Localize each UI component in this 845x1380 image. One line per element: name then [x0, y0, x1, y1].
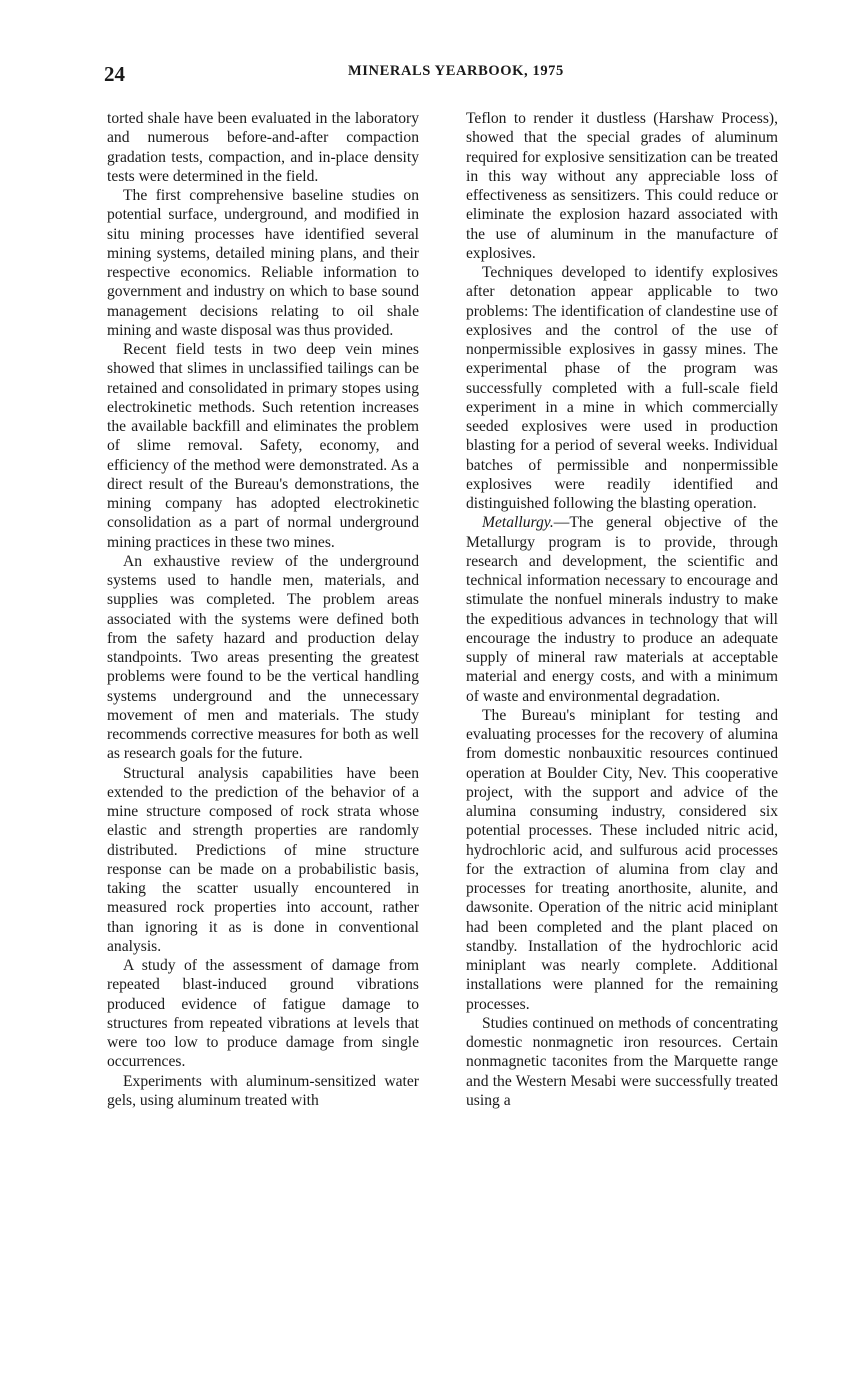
paragraph: Techniques developed to identify explosives after detonation appear applicable to two problems: The identification of clandestine use of explosives and the control of the use of nonpermissible explosives in gassy mines. The experimental phase of the program was successfully completed with a full-scale field experiment in a mine in which commercially seeded explosives were used in production blasting for a period of several weeks. Individual batches of permissible and nonpermissible explosives were readily identified and distinguished following the blasting operation.: [466, 264, 778, 512]
paragraph: An exhaustive review of the underground systems used to handle men, materials, and supplies was completed. The problem areas associated with the systems were defined both from the safety hazard and production delay standpoints. Two areas presenting the greatest problems were found to be the vertical handling systems underground and the unnecessary movement of men and materials. The study recommends corrective measures for both as well as research goals for the future.: [107, 552, 419, 763]
paragraph: The Bureau's miniplant for testing and evaluating processes for the recovery of alumina from domestic nonbauxitic resources continued operation at Boulder City, Nev. This cooperative project, with the support and advice of the alumina consuming industry, considered six potential processes. These included nitric acid, hydrochloric acid, and sulfurous acid processes for the extraction of alumina from clay and processes for treating anorthosite, alunite, and dawsonite. Operation of the nitric acid miniplant had been completed and the plant placed on standby. Installation of the hydrochloric acid miniplant was nearly complete. Additional installations were planned for the remaining processes.: [466, 706, 778, 1013]
paragraph: Recent field tests in two deep vein mines showed that slimes in unclassified tailings can be retained and consolidated in primary stopes using electrokinetic methods. Such retention increases the available backfill and eliminates the problem of slime removal. Safety, economy, and efficiency of the method were demonstrated. As a direct result of the Bureau's demonstrations, the mining company has adopted electrokinetic consolidation as a part of normal underground mining practices in these two mines.: [107, 341, 419, 551]
paragraph: Experiments with aluminum-sensitized water gels, using aluminum treated with: [107, 1072, 419, 1109]
right-column: [466, 109, 778, 1110]
page-number: 24: [104, 62, 125, 86]
paragraph-metallurgy: [466, 513, 778, 706]
paragraph: Teflon to render it dustless (Harshaw Process), showed that the special grades of aluminum required for explosive sensitization can be treated in this way without any appreciable loss of effectiveness as sensitizers. This could reduce or eliminate the explosion hazard associated with the use of aluminum in the manufacture of explosives.: [466, 110, 778, 262]
running-head: MINERALS YEARBOOK, 1975: [348, 63, 564, 79]
paragraph: Structural analysis capabilities have been extended to the prediction of the behavior of a mine structure composed of rock strata whose elastic and strength properties are randomly distributed. Predictions of mine structure response can be made on a probabilistic basis, taking the scatter usually encountered in measured rock properties into account, rather than ignoring it as is done in conventional analysis.: [107, 764, 419, 955]
paragraph: A study of the assessment of damage from repeated blast-induced ground vibrations produced evidence of fatigue damage to structures from repeated vibrations at levels that were too low to produce damage from single occurrences.: [107, 957, 419, 1071]
paragraph: Studies continued on methods of concentrating domestic nonmagnetic iron resources. Certain nonmagnetic taconites from the Marquette range and the Western Mesabi were successfully treated using a: [466, 1014, 778, 1109]
page-header: [104, 58, 744, 88]
section-run-in-heading: Metallurgy.: [482, 514, 554, 532]
paragraph: torted shale have been evaluated in the laboratory and numerous before-and-after compaction gradation tests, compaction, and in-place density tests were determined in the field.: [107, 110, 419, 185]
paragraph: The first comprehensive baseline studies on potential surface, underground, and modified in situ mining processes have identified several mining systems, detailed mining plans, and their respective economics. Reliable information to government and industry on which to base sound management decisions relating to oil shale mining and waste disposal was thus provided.: [107, 187, 419, 339]
paragraph-text: —The general objective of the Metallurgy program is to provide, through research and development, the scientific and technical information necessary to encourage and stimulate the nonfuel minerals industry to make the expeditious advances in technology that will encourage the industry to produce an adequate supply of mineral raw materials at acceptable material and energy costs, and with a minimum of waste and environmental degradation.: [466, 514, 778, 705]
left-column: [107, 109, 419, 1110]
